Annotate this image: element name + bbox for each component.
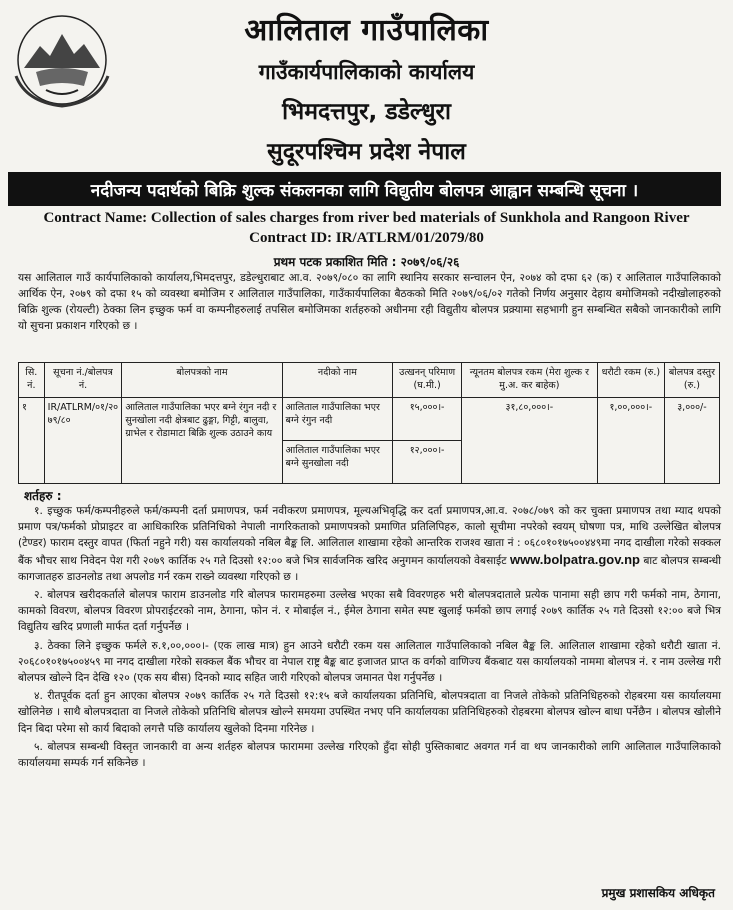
intro-paragraph: यस आलिताल गाउँ कार्यपालिकाको कार्यालय,भिमदत्तपुर, डडेल्धुराबाट आ.व. २०७९/०८० का लागि स्थानिय सरकार सन्चालन ऐन, २०७४ को दफा ६२ (क) र आलिताल गाउँपालिकाको आर्थिक ऐन, २०७९ को दफा १५ को व्यवस्था बमोजिम र आलिताल गाउँपालिका, गाउँकार्यपालिका बैठकको मिति २०७९/०६/०२ गतेको निर्णय अनुसार देहाय बमोजिमको नदीखोलाहरुको बिक्रि शुल्क (रोयल्टी) ठेक्का लिन इच्छुक फर्म वा कम्पनीहरुलाई तपसिल बमोजिमका शर्तहरुको अधीनमा रही विद्युतीय बोलपत्र प्रक्र्यामा सहभागी हुन सम्बन्धित सबैको जानकारीको लागि यो सुचना प्रकाशन गरिएको छ । xyxy=(18,272,721,332)
cell-fee: ३,०००/- xyxy=(664,398,719,484)
cell-river: आलिताल गाउँपालिका भएर बग्ने सुनखोला नदी xyxy=(282,441,393,484)
table-header: सूचना नं./बोलपत्र नं. xyxy=(44,363,122,398)
table-header-row xyxy=(19,363,720,398)
condition-1-text-end: बाट बोलपत्र सम्बन्धी कागजातहरु डाउनलोड तथा अपलोड गर्न रकम राख्ने व्यवस्था गरिएको छ । xyxy=(18,554,721,583)
cell-min-amount: ३१,८०,०००।- xyxy=(461,398,597,484)
municipality-name: आलिताल गाउँपालिका xyxy=(244,13,489,48)
table-header: बोलपत्रको नाम xyxy=(122,363,282,398)
province-name: सुदूरपश्चिम प्रदेश नेपाल xyxy=(267,139,466,165)
condition-1 xyxy=(18,503,721,585)
bolpatra-link[interactable]: www.bolpatra.gov.np xyxy=(509,551,640,567)
table-row xyxy=(19,398,720,441)
tender-table xyxy=(18,362,720,484)
notice-title-banner: नदीजन्य पदार्थको बिक्रि शुल्क संकलनका लागि विद्युतीय बोलपत्र आह्वान सम्बन्धि सूचना । xyxy=(8,172,721,206)
office-address: भिमदत्तपुर, डडेल्धुरा xyxy=(282,99,451,125)
publication-date: प्रथम पटक प्रकाशित मिति : २०७९/०६/२६ xyxy=(273,255,460,269)
contract-id: Contract ID: IR/ATLRM/01/2079/80 xyxy=(249,230,484,246)
table-header: धरौटी रकम (रु.) xyxy=(597,363,664,398)
cell-notice-no: IR/ATLRM/०१/२०७९/८० xyxy=(44,398,122,484)
table-header: बोलपत्र दस्तुर (रु.) xyxy=(664,363,719,398)
table-header: न्यूनतम बोलपत्र रकम (मेरा शुल्क र मु.अ. कर बाहेक) xyxy=(461,363,597,398)
cell-sn: १ xyxy=(19,398,45,484)
conditions-heading: शर्तहरु : xyxy=(24,489,62,503)
cell-tender-name: आलिताल गाउँपालिका भएर बग्ने रंगुन नदी र सुनखोला नदी क्षेत्रबाट ढुङ्गा, गिट्टी, बालुवा, ग्राभेल र रोडामाटा बिक्रि शुल्क उठाउने काय xyxy=(122,398,282,484)
table-header: नदीको नाम xyxy=(282,363,393,398)
table-header: उत्खनन् परिमाण (घ.मी.) xyxy=(393,363,462,398)
cell-deposit: १,००,०००।- xyxy=(597,398,664,484)
condition-5: ५. बोलपत्र सम्बन्धी विस्तृत जानकारी वा अन्य शर्तहरु बोलपत्र फाराममा उल्लेख गरिएको हुँदा सोही पुस्तिकाबाट अवगत गर्न वा थप जानकारीको लागि आलिताल गाउँपालिकाको कार्यालयमा सम्पर्क गर्न सकिनेछ । xyxy=(18,740,721,770)
condition-4: ४. रीतपूर्वक दर्ता हुन आएका बोलपत्र २०७९ कार्तिक २५ गते दिउसो १२:१५ बजे कार्यालयका प्रतिनिधि, बोलपत्रदाता वा निजले तोकेको प्रतिनिधिहरुको रोहबरमा यस कार्यालयमा खोलिनेछ । साथै बोलपत्रदाता वा निजले तोकेको प्रतिनिधि बोलपत्र खोल्ने समयमा उपस्थित नभए पनि कार्यालयका प्रतिनिधिहरुको रोहबरमा बोलपत्र खोल्न बाधा पर्नेछैन । बोलपत्र खोलीने दिन बिदा परेमा सो कार्य बिदाको लगत्तै पछि कार्यालय खुलेको दिनमा गरिनेछ । xyxy=(18,690,721,735)
signatory-title: प्रमुख प्रशासकिय अधिकृत xyxy=(601,886,715,900)
condition-2: २. बोलपत्र खरीदकर्ताले बोलपत्र फाराम डाउनलोड गरि बोलपत्र फारामहरुमा उल्लेख भएका सबै विवरणहरु भरी बोलपत्रदाताले प्रत्येक पानामा सही छाप गरी फर्मको नाम, ठेगाना, कामको विवरण, बोलपत्र विवरण प्रोपराईटरको नाम, ठेगाना, फोन नं. र मोबाईल नं., ईमेल ठेगाना समेत स्पष्ट खुलाई फर्मको छाप लगाई २०७९ कार्तिक २५ गते दिउसो १२:०० बजे भित्र विद्युतिय खरिद प्रणाली मार्फत दर्ता गर्नुपर्नेछ । xyxy=(18,589,722,634)
office-name: गाउँकार्यपालिकाको कार्यालय xyxy=(258,60,475,84)
condition-3: ३. ठेक्का लिने इच्छुक फर्मले रु.१,००,०००।- (एक लाख मात्र) हुन आउने धरौटी रकम यस आलिताल गाउँपालिकाको नबिल बैङ्क लि. आलिताल शाखामा रहेको धरौटी खाता नं. २०६८०१०१७५००४५९ मा नगद दाखीला गरेको सक्कल बैंक भौचर वा नेपाल राष्ट्र बैङ्क बाट इजाजत प्राप्त क वर्गको वाणिज्य बैंकबाट यस कार्यालयको नाममा बोलपत्र नं. र नाम उल्लेख गरी बोलपत्र खोल्ने दिन देखि १२० (एक सय बीस) दिनको म्याद सहित जारी गरिएको बोलपत्र जमानत पेश गर्नुपर्नेछ । xyxy=(18,639,721,685)
cell-river: आलिताल गाउँपालिका भएर बग्ने रंगुन नदी xyxy=(282,398,393,441)
conditions-list xyxy=(18,503,721,773)
condition-1-text: १. इच्छुक फर्म/कम्पनीहरुले फर्म/कम्पनी दर्ता प्रमाणपत्र, फर्म नवीकरण प्रमाणपत्र, मूल्यअभिवृद्धि कर दर्ता प्रमाणपत्र,आ.व. २०७८/०७९ को कर चुक्ता प्रमाणपत्र तथा म्याद थपको प्रमाण पत्र/फर्मको प्रोप्राइटर वा आधिकारिक प्रतिनिधिको नेपाली नागरिकताको प्रमाणपत्रको प्रमाणित प्रतिलिपिहरु, कालो सूचीमा नपरेको स्वयम् घोषणा पत्र, माथि उल्लेखित बोलपत्र (टेण्डर) फाराम दस्तुर वापत (फिर्ता नहुने गरी) यस कार्यालयको नबिल बैङ्क लि. आलिताल शाखामा रहेको आन्तरिक राजश्व खाता नं : ०६८०१०१७५००४४९मा नगद दाखीला गरेको सक्कल बैंक भौचर साथ निवेदन पेश गरी २०७९ कार्तिक २५ गते दिउसो १२:०० बजे भित्र सार्वजनिक खरिद अनुगमन कार्यालयको वेबसाईट xyxy=(18,505,721,567)
contract-name: Contract Name: Collection of sales charges from river bed materials of Sunkhola and Rangoon River xyxy=(43,210,690,226)
cell-quantity: १२,०००।- xyxy=(393,441,462,484)
table-header: सि. नं. xyxy=(19,363,45,398)
cell-quantity: १५,०००।- xyxy=(393,398,462,441)
